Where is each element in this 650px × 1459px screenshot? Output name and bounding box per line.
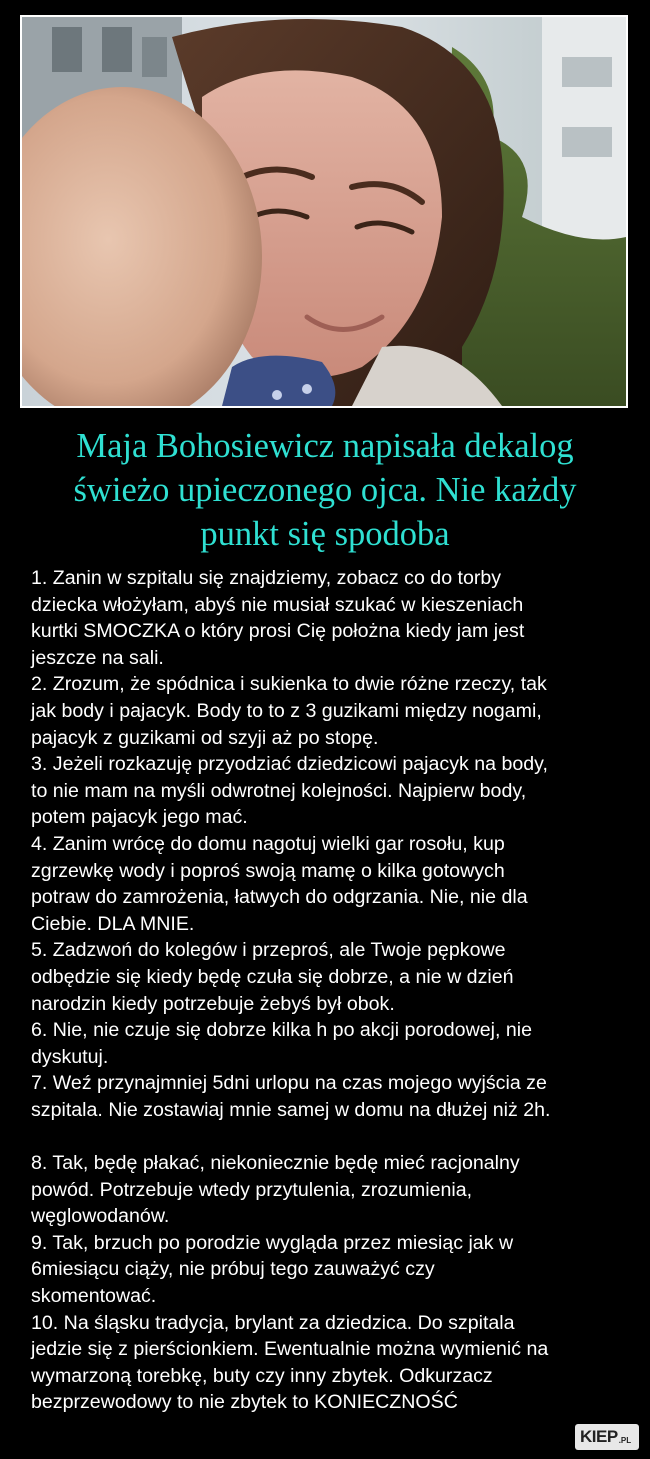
text-line: 5. Zadzwoń do kolegów i przeproś, ale Twoje pępkowe	[31, 939, 506, 962]
text-line: jak body i pajacyk. Body to to z 3 guzikami między nogami,	[31, 699, 542, 722]
text-line: powód. Potrzebuje wtedy przytulenia, zrozumienia,	[31, 1178, 473, 1201]
text-line	[31, 1123, 631, 1150]
text-line: dziecka włożyłam, abyś nie musiał szukać w kieszeniach	[31, 593, 524, 616]
text-line: jeszcze na sali.	[31, 646, 164, 669]
headline-line: Maja Bohosiewicz napisała dekalog	[76, 427, 574, 465]
kiep-logo[interactable]	[575, 1424, 639, 1450]
text-line: potraw do zamrożenia, łatwych do odgrzania. Nie, nie dla	[31, 886, 528, 909]
text-line: 6miesiącu ciąży, nie próbuj tego zauważyć czy	[31, 1258, 435, 1281]
text-line: zgrzewkę wody i poproś swoją mamę o kilka gotowych	[31, 859, 505, 882]
text-line: węglowodanów.	[31, 1205, 170, 1228]
text-line: skomentować.	[31, 1285, 157, 1308]
text-line: pajacyk z guzikami od szyji aż po stopę.	[31, 726, 379, 749]
text-line: 10. Na śląsku tradycja, brylant za dziedzica. Do szpitala	[31, 1311, 515, 1334]
text-line: dyskutuj.	[31, 1045, 109, 1068]
text-line: 7. Weź przynajmniej 5dni urlopu na czas mojego wyjścia ze	[31, 1072, 547, 1095]
text-line: Ciebie. DLA MNIE.	[31, 912, 195, 935]
text-line: 6. Nie, nie czuje się dobrze kilka h po akcji porodowej, nie	[31, 1019, 532, 1042]
text-line: 4. Zanim wrócę do domu nagotuj wielki gar rosołu, kup	[31, 832, 505, 855]
text-line: 9. Tak, brzuch po porodzie wygląda przez miesiąc jak w	[31, 1231, 514, 1254]
text-line: 2. Zrozum, że spódnica i sukienka to dwie różne rzeczy, tak	[31, 673, 547, 696]
dekalog-text	[31, 565, 631, 1416]
text-line: 1. Zanin w szpitalu się znajdziemy, zobacz co do torby	[31, 567, 502, 589]
text-line: jedzie się z pierścionkiem. Ewentualnie można wymienić na	[31, 1338, 549, 1361]
headline-line: świeżo upieczonego ojca. Nie każdy	[73, 471, 577, 509]
text-line: kurtki SMOCZKA o który prosi Cię położna kiedy jam jest	[31, 620, 525, 643]
selfie-photo	[20, 15, 628, 408]
text-line: wymarzoną torebkę, buty czy inny zbytek. Odkurzacz	[31, 1364, 493, 1387]
text-line: szpitala. Nie zostawiaj mnie samej w domu na dłużej niż 2h.	[31, 1098, 551, 1121]
text-line: to nie mam na myśli odwrotnej kolejności. Najpierw body,	[31, 779, 527, 802]
text-line: narodzin kiedy potrzebuje żebyś był obok.	[31, 992, 395, 1015]
text-line: potem pajacyk jego mać.	[31, 806, 248, 829]
text-line: 8. Tak, będę płakać, niekoniecznie będę mieć racjonalny	[31, 1152, 520, 1175]
headline-line: punkt się spodoba	[200, 515, 450, 553]
photo-illustration	[22, 17, 626, 406]
text-line: 3. Jeżeli rozkazuję przyodziać dziedzicowi pajacyk na body,	[31, 753, 548, 776]
headline	[20, 424, 630, 556]
text-line: odbędzie się kiedy będę czuła się dobrze, a nie w dzień	[31, 965, 514, 988]
logo-suffix: .PL	[618, 1436, 632, 1445]
logo-text: KIEP	[580, 1427, 618, 1446]
text-line: bezprzewodowy to nie zbytek to KONIECZNOŚĆ	[31, 1391, 458, 1414]
